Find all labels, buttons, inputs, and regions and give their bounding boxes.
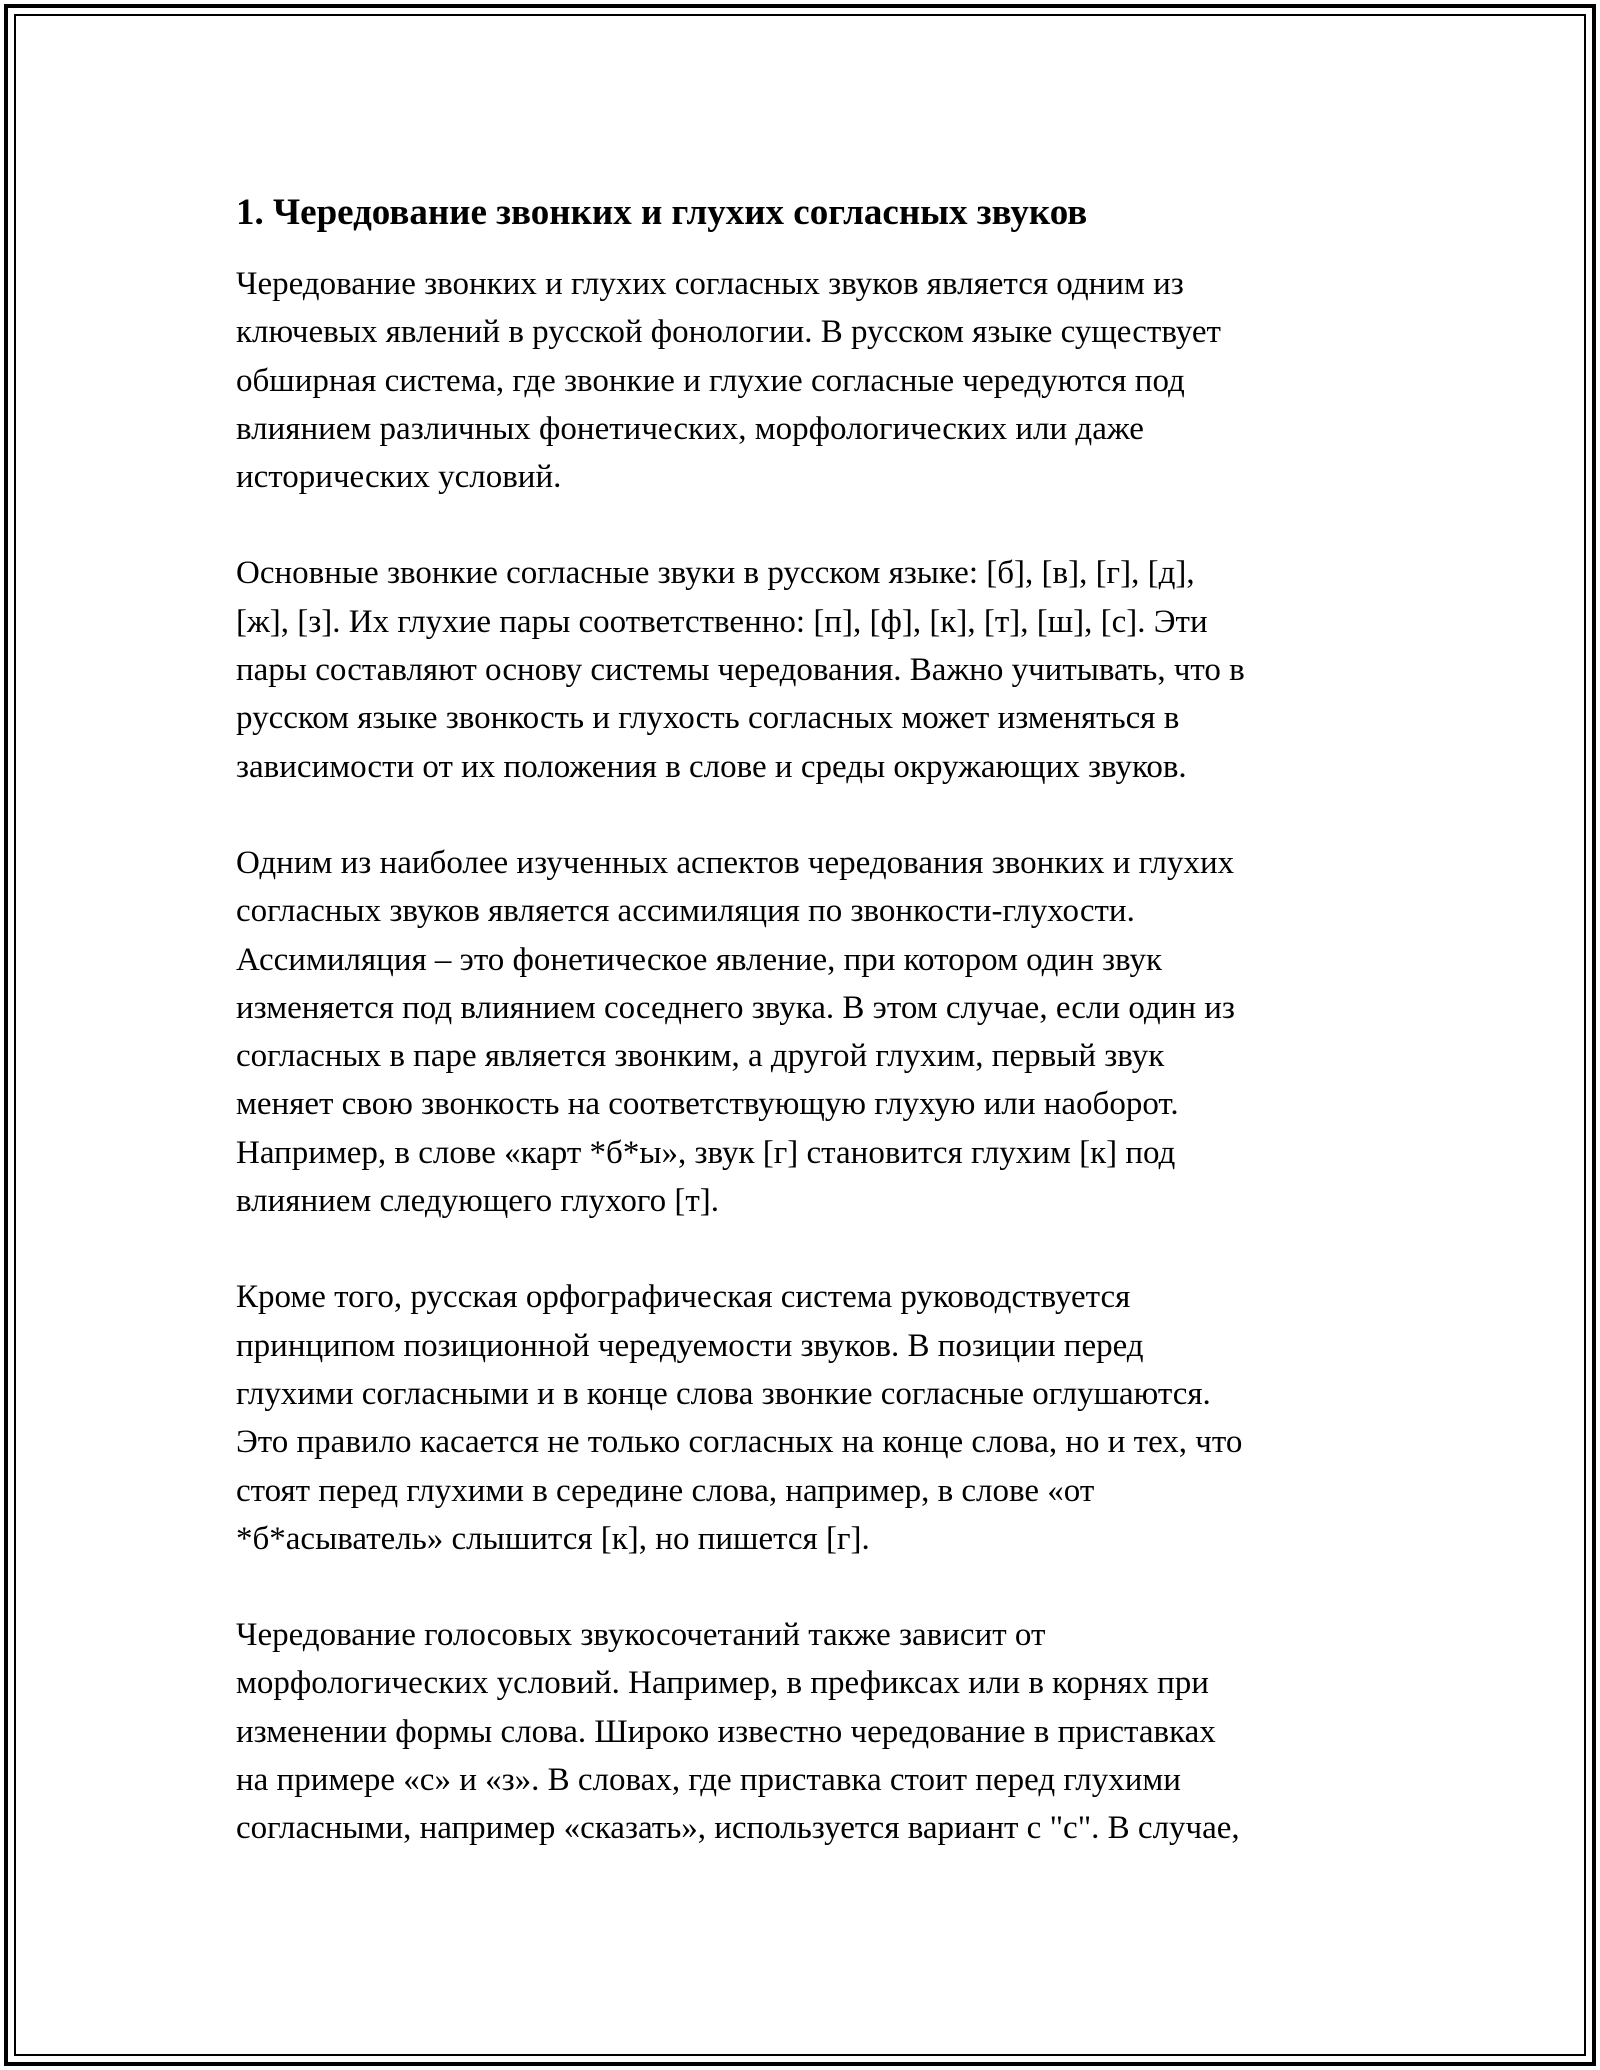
text-line: Чередование звонких и глухих согласных звуков является одним из	[236, 266, 1184, 302]
section-heading: 1. Чередование звонких и глухих согласных звуков	[236, 192, 1088, 233]
text-line: Основные звонкие согласные звуки в русском языке: [б], [в], [г], [д],	[236, 555, 1195, 592]
text-line: [ж], [з]. Их глухие пары соответственно: [п], [ф], [к], [т], [ш], [с]. Эти	[236, 603, 1208, 640]
text-line: принципом позиционной чередуемости звуков. В позиции перед	[236, 1327, 1144, 1364]
text-line: меняет свою звонкость на соответствующую глухую или наоборот.	[236, 1086, 1179, 1123]
text-line: пары составляют основу системы чередования. Важно учитывать, что в	[236, 652, 1245, 689]
text-line: Одним из наиболее изученных аспектов чередования звонких и глухих	[236, 844, 1235, 881]
text-line: исторических условий.	[236, 459, 562, 496]
text-line: изменяется под влиянием соседнего звука. В этом случае, если один из	[236, 989, 1235, 1026]
text-line: обширная система, где звонкие и глухие согласные чередуются под	[236, 362, 1185, 399]
text-line: согласных звуков является ассимиляция по звонкости-глухости.	[236, 893, 1135, 930]
text-line: Например, в слове «карт *б*ы», звук [г] становится глухим [к] под	[236, 1134, 1176, 1171]
text-line: на примере «с» и «з». В словах, где приставка стоит перед глухими	[236, 1762, 1181, 1799]
text-line: влиянием следующего глухого [т].	[236, 1183, 720, 1220]
text-line: глухими согласными и в конце слова звонкие согласные оглушаются.	[236, 1375, 1211, 1412]
paragraph-1	[236, 260, 1381, 501]
text-line: зависимости от их положения в слове и среды окружающих звуков.	[236, 748, 1187, 785]
paragraph-3	[236, 839, 1381, 1225]
text-line: согласных в паре является звонким, а другой глухим, первый звук	[236, 1038, 1165, 1075]
text-line: морфологических условий. Например, в префиксах или в корнях при	[236, 1665, 1209, 1702]
text-line: *б*асыватель» слышится [к], но пишется [г].	[236, 1520, 870, 1557]
text-line: Это правило касается не только согласных на конце слова, но и тех, что	[236, 1424, 1243, 1461]
text-line: согласными, например «сказать», используется вариант с "с". В случае,	[236, 1810, 1240, 1847]
text-line: Чередование голосовых звукосочетаний также зависит от	[236, 1617, 1046, 1654]
text-line: влиянием различных фонетических, морфологических или даже	[236, 410, 1144, 447]
document-body	[236, 188, 1381, 1853]
paragraph-5	[236, 1611, 1381, 1852]
text-line: Кроме того, русская орфографическая система руководствуется	[236, 1279, 1131, 1316]
text-line: стоят перед глухими в середине слова, например, в слове «от	[236, 1472, 1095, 1509]
text-line: Ассимиляция – это фонетическое явление, при котором один звук	[236, 941, 1163, 978]
paragraph-4	[236, 1273, 1381, 1563]
text-line: русском языке звонкость и глухость согласных может изменяться в	[236, 700, 1180, 737]
text-line: ключевых явлений в русской фонологии. В русском языке существует	[236, 314, 1221, 351]
paragraph-2	[236, 549, 1381, 790]
text-line: изменении формы слова. Широко известно чередование в приставках	[236, 1713, 1216, 1750]
